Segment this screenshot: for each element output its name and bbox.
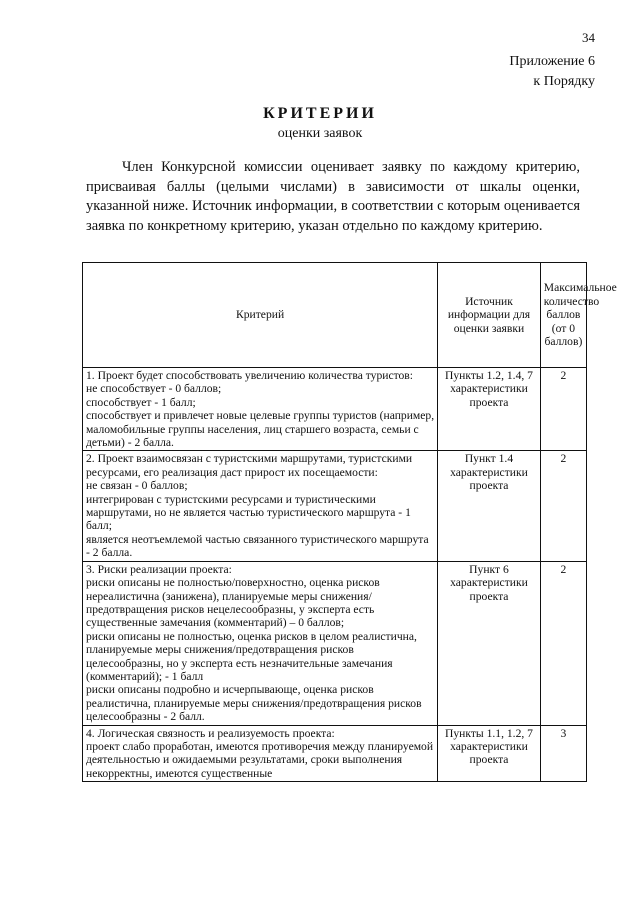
criterion-cell [83,725,438,782]
appendix-line-2: к Порядку [533,74,595,89]
document-subtitle: оценки заявок [277,126,363,141]
header-max-score: Максимальное количество баллов (от 0 баллов) [540,263,586,368]
criterion-line: способствует - 1 балл; [86,395,196,409]
criterion-line: риски описаны подробно и исчерпывающе, оценка рисков реалистична, планируемые меры снижения/предотвращения рисков целесообразны - 2 балл. [86,683,422,724]
document-title: КРИТЕРИИ [263,105,377,122]
header-criterion: Критерий [83,263,438,368]
criterion-line: 4. Логическая связность и реализуемость проекта: [86,726,335,740]
table-row [83,451,587,561]
criterion-line: не способствует - 0 баллов; [86,382,222,396]
max-score-cell: 3 [540,725,586,782]
criterion-line: способствует и привлечет новые целевые группы туристов (например, маломобильные группы населения, лиц старшего возраста, семьи с детьми) - 2 балла. [86,409,435,450]
source-cell: Пункты 1.2, 1.4, 7 характеристики проекта [438,368,541,451]
table-header-row [83,263,587,368]
source-cell: Пункт 6 характеристики проекта [438,561,541,725]
criterion-line: риски описаны не полностью/поверхностно, оценка рисков нереалистична (занижена), планируемые меры снижения/предотвращения рисков нецелесообразны, у эксперта есть существенные замечания (комментарий) – 0 баллов; [86,576,380,630]
appendix-reference [509,52,595,92]
criterion-line: 2. Проект взаимосвязан с туристскими маршрутами, туристскими ресурсами, его реализация даст прирост их посещаемости: [86,452,413,479]
criterion-cell [83,561,438,725]
source-cell: Пункты 1.1, 1.2, 7 характеристики проекта [438,725,541,782]
intro-paragraph: Член Конкурсной комиссии оценивает заявку по каждому критерию, присваивая баллы (целыми числами) в зависимости от шкалы оценки, указанной ниже. Источник информации, в соответствии с которым оценивается заявка по конкретному критерию, указан отдельно по каждому критерию. [86,159,580,234]
page-number: 34 [582,30,595,45]
criterion-line: риски описаны не полностью, оценка рисков в целом реалистична, планируемые меры снижения/предотвращения рисков целесообразны, но у эксперта есть незначительные замечания (комментарий); - 1 балл [86,629,417,683]
criteria-body [83,368,587,782]
source-cell: Пункт 1.4 характеристики проекта [438,451,541,561]
criterion-line: является неотъемлемой частью связанного туристического маршрута - 2 балла. [86,532,429,560]
criterion-line: интегрирован с туристскими ресурсами и туристическими маршрутами, но не является частью туристического маршрута - 1 балл; [86,492,411,533]
max-score-cell: 2 [540,451,586,561]
criterion-line: 1. Проект будет способствовать увеличению количества туристов: [86,369,413,382]
criteria-table [82,262,617,782]
appendix-line-1: Приложение 6 [509,54,595,69]
header-source: Источник информации для оценки заявки [438,263,541,368]
table-row [83,725,587,782]
criterion-line: не связан - 0 баллов; [86,479,188,493]
criterion-cell [83,368,438,451]
max-score-cell: 2 [540,561,586,725]
table-row [83,561,587,725]
max-score-cell: 2 [540,368,586,451]
criterion-line: 3. Риски реализации проекта: [86,562,232,576]
criterion-line: проект слабо проработан, имеются противоречия между планируемой деятельностью и ожидаемыми результатами, сроки выполнения некорректны, имеются существенные [86,739,434,780]
table-row [83,368,587,451]
criterion-cell [83,451,438,561]
